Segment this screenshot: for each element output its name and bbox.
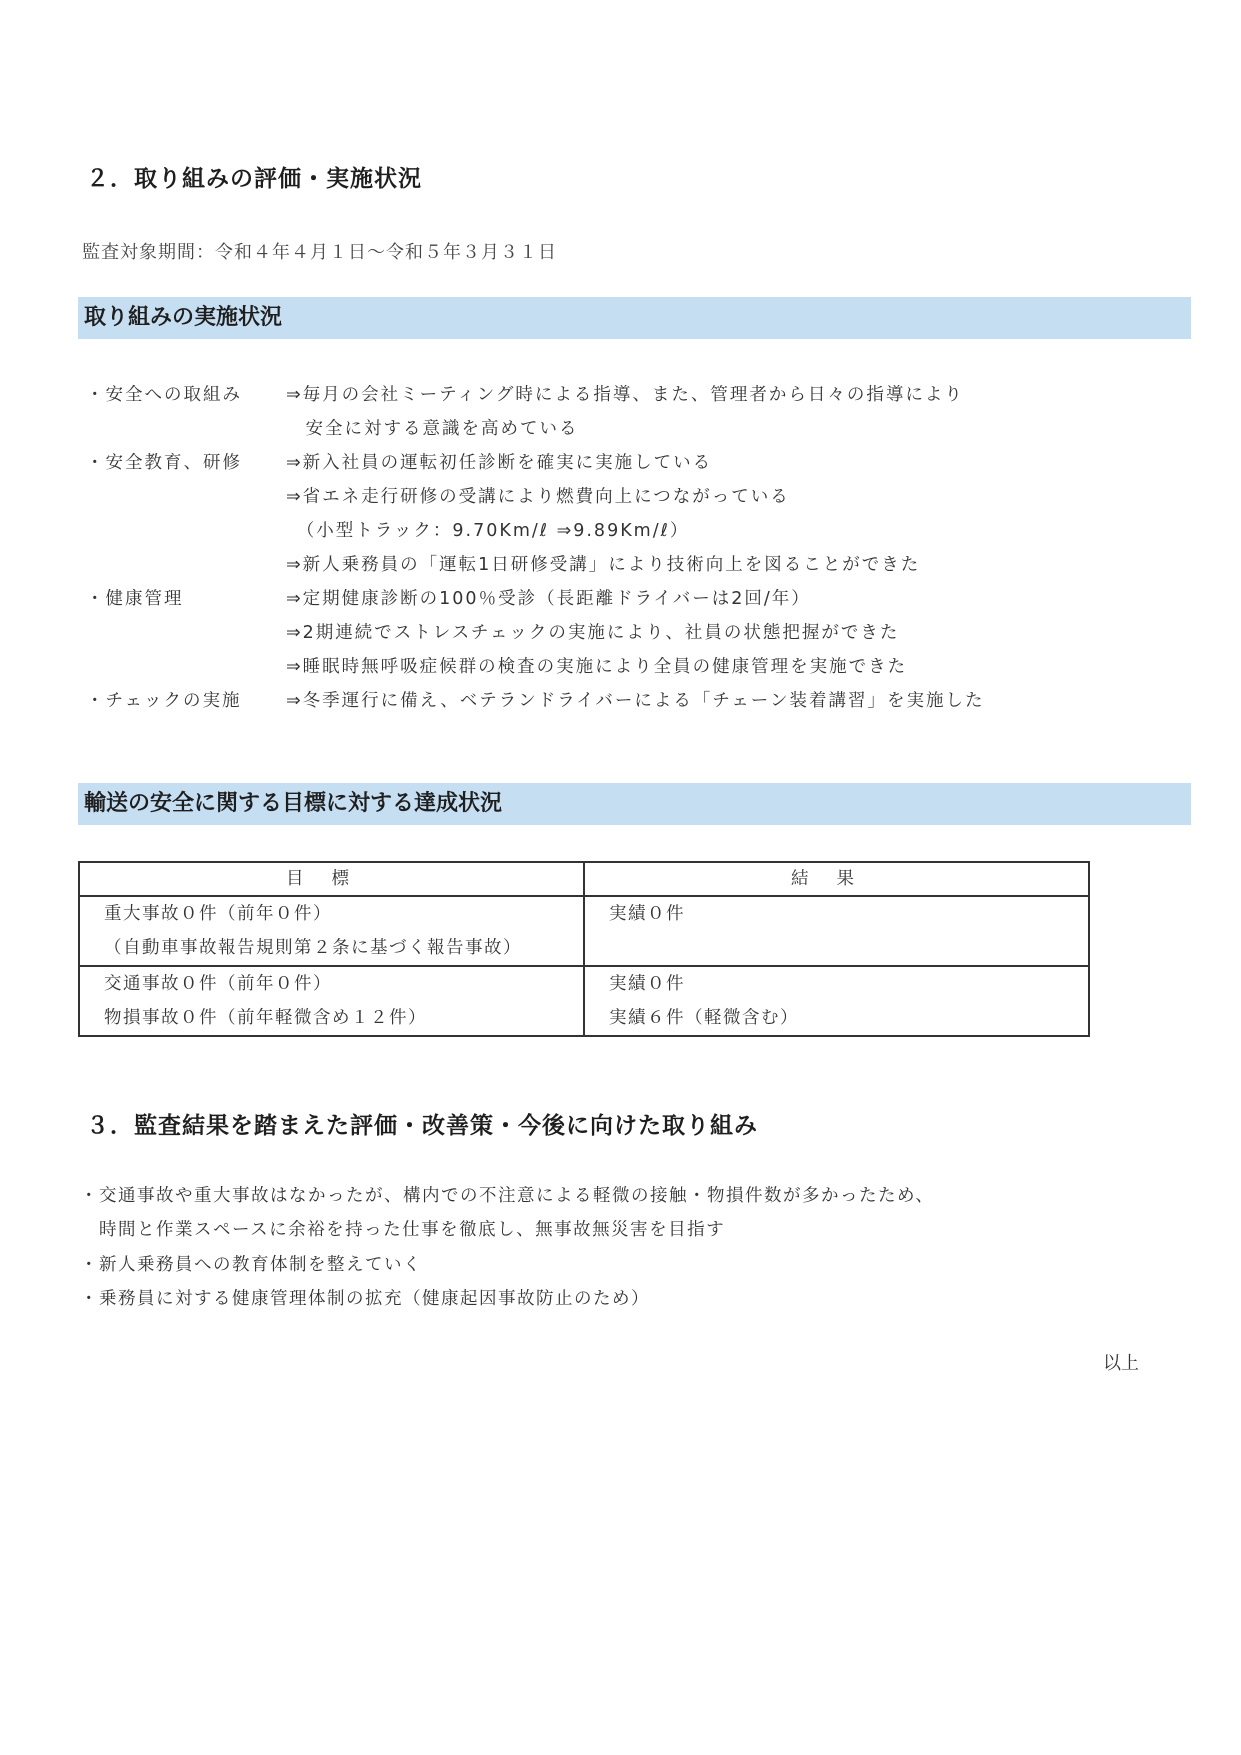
impl-text: ⇒2期連続でストレスチェックの実施により、社員の状態把握ができた — [286, 623, 900, 643]
goal-line: 物損事故０件（前年軽微含め１２件） — [104, 1008, 427, 1028]
impl-text: ⇒新入社員の運転初任診断を確実に実施している — [286, 453, 713, 473]
impl-text: （小型トラック：9.70Km/ℓ ⇒9.89Km/ℓ） — [286, 521, 690, 541]
goal-line: （自動車事故報告規則第２条に基づく報告事故） — [104, 938, 522, 958]
table-row — [79, 966, 1089, 1036]
audit-period: 監査対象期間：令和４年４月１日～令和５年３月３１日 — [82, 242, 557, 263]
list-item: ・新人乗務員への教育体制を整えていく — [80, 1255, 422, 1275]
list-item: ・交通事故や重大事故はなかったが、構内での不注意による軽微の接触・物損件数が多かったため、 — [80, 1186, 935, 1206]
result-cell — [584, 896, 1089, 966]
impl-text: ⇒省エネ走行研修の受講により燃費向上につながっている — [286, 487, 790, 507]
goal-cell — [79, 966, 584, 1036]
goal-line: 交通事故０件（前年０件） — [104, 974, 332, 994]
result-line: 実績６件（軽微含む） — [609, 1008, 799, 1028]
achievement-header: 輸送の安全に関する目標に対する達成状況 — [78, 783, 1191, 825]
col-goal-header: 目標 — [79, 862, 584, 896]
implementation-header: 取り組みの実施状況 — [78, 297, 1191, 339]
result-line: 実績０件 — [609, 904, 685, 924]
col-result-header: 結果 — [584, 862, 1089, 896]
table-header-row — [79, 862, 1089, 896]
closing-mark: 以上 — [1103, 1353, 1139, 1374]
result-cell — [584, 966, 1089, 1036]
goal-cell — [79, 896, 584, 966]
impl-text: ⇒毎月の会社ミーティング時による指導、また、管理者から日々の指導により — [286, 385, 964, 405]
impl-text: 安全に対する意識を高めている — [286, 419, 579, 439]
impl-label: ・安全教育、研修 — [86, 453, 242, 473]
impl-label: ・チェックの実施 — [86, 691, 242, 711]
impl-text: ⇒新人乗務員の「運転1日研修受講」により技術向上を図ることができた — [286, 555, 921, 575]
list-item: 時間と作業スペースに余裕を持った仕事を徹底し、無事故無災害を目指す — [80, 1220, 726, 1240]
impl-text: ⇒定期健康診断の100％受診（長距離ドライバーは2回/年） — [286, 589, 811, 609]
impl-text: ⇒冬季運行に備え、ベテランドライバーによる「チェーン装着講習」を実施した — [286, 691, 985, 711]
impl-text: ⇒睡眠時無呼吸症候群の検査の実施により全員の健康管理を実施できた — [286, 657, 908, 677]
list-item: ・乗務員に対する健康管理体制の拡充（健康起因事故防止のため） — [80, 1289, 650, 1309]
goal-line: 重大事故０件（前年０件） — [104, 904, 332, 924]
section2-title: ２．取り組みの評価・実施状況 — [86, 166, 422, 192]
achievement-table — [78, 861, 1090, 1037]
section3-title: ３．監査結果を踏まえた評価・改善策・今後に向けた取り組み — [86, 1113, 758, 1139]
table-row — [79, 896, 1089, 966]
result-line: 実績０件 — [609, 974, 685, 994]
impl-label: ・安全への取組み — [86, 385, 242, 405]
impl-label: ・健康管理 — [86, 589, 184, 609]
